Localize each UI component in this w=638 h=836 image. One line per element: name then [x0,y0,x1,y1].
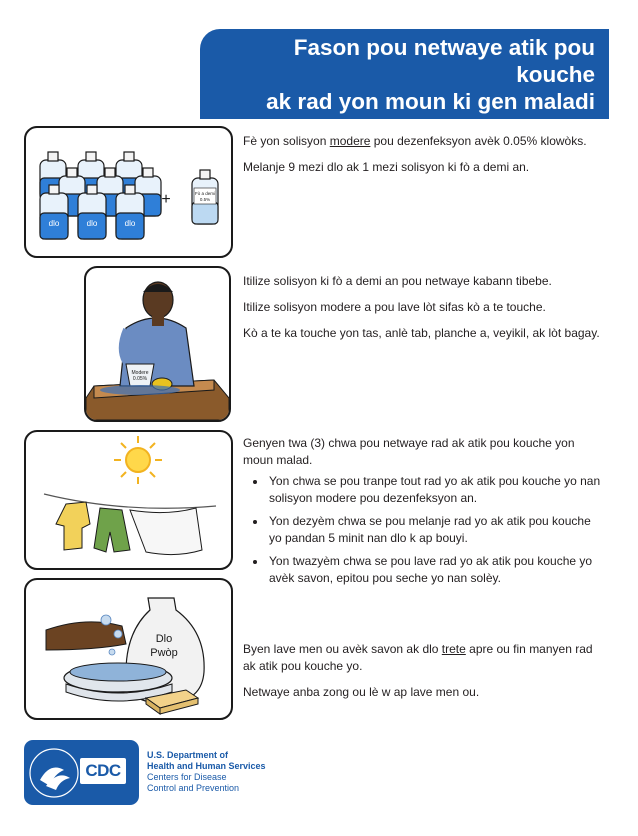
svg-text:0.05%: 0.05% [132,376,148,382]
section-1-line-2: Melanje 9 mezi dlo ak 1 mezi solisyon ki fò a demi an. [243,160,530,174]
mixing-solution-illustration [24,126,233,258]
svg-text:Pwòp: Pwòp [150,647,178,659]
title-line-1: Fason pou netwaye atik pou kouche [293,35,595,87]
section-3-intro: Genyen twa (3) chwa pou netwaye rad ak atik pou kouche yon moun malad. [243,436,575,467]
jug-label: dlo [86,219,98,228]
term-modere: modere [329,134,371,148]
page-title [215,34,595,142]
title-line-2: ak rad yon moun ki gen maladi [266,89,595,114]
cdc-logo: CDC [80,758,126,784]
agency-name: U.S. Department of Health and Human Services Centers for Disease Control and Prevention [147,750,266,793]
section-1-text [243,133,603,185]
bottle-label-line1: Fò a demi [194,191,216,196]
title-line-3: kolera [528,116,595,141]
section-2-text [243,273,603,351]
section-4-line-1: Byen lave men ou avèk savon ak dlo trete apre ou fin manyen rad ak atik pou kouche yo. [243,642,593,673]
jug-label: dlo [48,219,60,228]
section-2-line-2: Itilize solisyon modere a pou lave lòt sifas kò a te touche. [243,300,546,314]
section-4-line-2: Netwaye anba zong ou lè w ap lave men ou. [243,685,480,699]
term-trete: trete [441,642,466,656]
list-item: • Yon dezyèm chwa se pou melanje rad yo ak atik pou kouche yo pandan 5 minit nan dlo k ap bouyi. [267,513,603,547]
laundry-options-list [243,473,603,587]
disinfectant-bucket [126,364,154,386]
list-item: • Yon twazyèm chwa se pou lave rad yo ak atik pou kouche yo avèk savon, epitou pou seche yo nan solèy. [267,553,603,587]
section-2-line-1: Itilize solisyon ki fò a demi an pou netwaye kabann tibebe. [243,274,552,288]
cleaning-surface-illustration [84,266,231,422]
hand-washing-illustration [24,578,233,720]
section-1-line-1: Fè yon solisyon modere pou dezenfeksyon avèk 0.05% klowòks. [243,134,587,148]
sun-icon [114,436,162,484]
hhs-cdc-logo [24,740,139,805]
section-3-text [243,435,603,593]
bottle-label-line2: 0.5% [199,197,211,202]
section-2-line-3: Kò a te ka touche yon tas, anlè tab, planche a, veyikil, ak lòt bagay. [243,326,600,340]
laundry-drying-illustration [24,430,233,570]
section-4-text [243,641,603,710]
svg-text:Dlo: Dlo [155,633,173,645]
list-item: • Yon chwa se pou tranpe tout rad yo ak atik pou kouche yo nan solisyon modere pou dezenfeksyon an. [267,473,603,507]
jug-label: dlo [124,219,136,228]
svg-text:Modere: Modere [131,370,149,376]
plus-sign: + [161,191,171,208]
